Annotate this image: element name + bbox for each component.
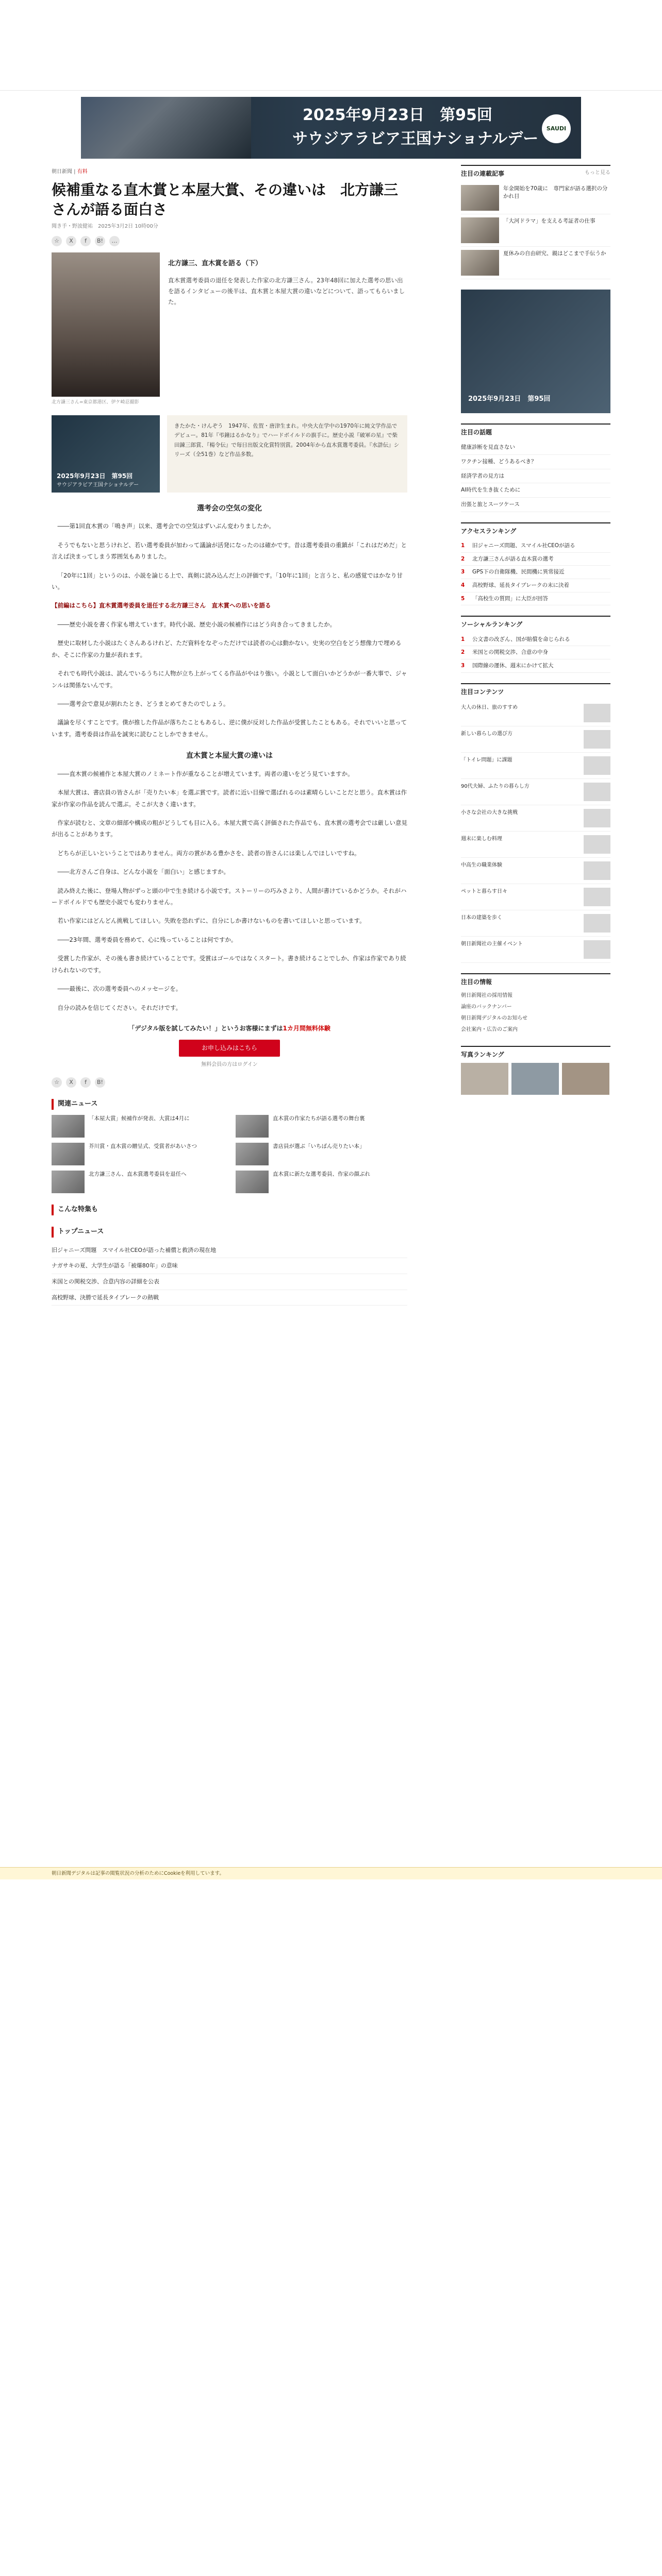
content-item[interactable]: 新しい暮らしの選び方 [461,726,610,753]
paragraph: 自分の読みを信じてください。それだけです。 [57,1004,182,1011]
content-item[interactable]: 90代夫婦、ふたりの暮らし方 [461,779,610,805]
rank-item[interactable]: 2 北方謙三さんが語る直木賞の選考 [461,553,610,566]
social-item[interactable]: 1 公文書の改ざん、国が賠償を命じられる [461,633,610,647]
page-title: 候補重なる直木賞と本屋大賞、その違いは 北方謙三さんが語る面白さ [52,181,399,218]
related-item[interactable]: 芥川賞・直木賞の贈呈式、受賞者があいさつ [52,1143,223,1165]
related-item[interactable]: 書店員が選ぶ「いちばん売りたい本」 [236,1143,407,1165]
banner-logo: SAUDI [542,114,571,143]
photo-thumbnail[interactable] [562,1063,609,1095]
paragraph: 受賞した作家が、その後も書き続けていることです。受賞はゴールではなくスタート。書き続けることでしか、作家は作家であり続けられないのです。 [52,955,406,974]
article-summary: 直木賞選考委員の退任を発表した作家の北方謙三さん。23年48回に加えた選考の思い出を語るインタビューの後半は、直木賞と本屋大賞の違いなどについて、語ってもらいました。 [168,277,405,306]
author-photo[interactable] [52,252,160,397]
paragraph: ――歴史小説を書く作家も増えています。時代小説、歴史小説の候補作にはどう向き合ってきましたか。 [57,620,336,628]
crumb-section[interactable]: 朝日新聞 [52,169,72,175]
social-heading: ソーシャルランキング [461,621,523,629]
paragraph: 若い作家にはどんどん挑戦してほしい。失敗を恐れずに、自分にしか書けないものを書いてほしいと思っています。 [57,917,366,925]
content-heading: 注目コンテンツ [461,688,504,696]
banner-subtitle: サウジアラビア王国ナショナルデー [292,130,539,148]
paragraph: 読み終えた後に、登場人物がずっと頭の中で生き続ける小説です。ストーリーの巧みさより、人間が書けているかどうか。それがハードボイルドでも歴史小説でも変わりません。 [52,887,407,906]
paragraph: ――直木賞の候補作と本屋大賞のノミネート作が重なることが増えています。両者の違いをどう見ていますか。 [57,770,354,777]
article-body [52,503,407,1013]
cookie-notice[interactable]: 朝日新聞デジタルは記事の閲覧状況の分析のためにCookieを利用しています。 [0,1867,662,1879]
banner-photo [81,97,251,159]
topic-heading: 注目の話題 [461,429,492,436]
serial-box [461,165,610,279]
paragraph: ――北方さんご自身は、どんな小説を「面白い」と感じますか。 [57,868,229,876]
thumbnail [52,1143,85,1165]
related-item[interactable]: 「本屋大賞」候補作が発表、大賞は4月に [52,1115,223,1138]
subscribe-box [52,1024,407,1069]
photo-rank-box [461,1046,610,1095]
share-facebook-icon[interactable]: f [80,236,91,246]
thumbnail [584,940,610,959]
content-item[interactable]: 週末に楽しむ料理 [461,832,610,858]
paragraph: 議論を尽くすことです。僕が推した作品が落ちたこともあるし、逆に僕が反対した作品が受賞したこともある。それでいいと思っています。選考委員は作品を誠実に読むことしかできません。 [52,719,407,738]
author-profile: きたかた・けんぞう 1947年、佐賀・唐津生まれ。中央大在学中の1970年に純文学作品でデビュー。81年『弔鐘はるかなり』でハードボイルドの旗手に。歴史小説『破軍の星』で柴田錬三郎賞、『楊令伝』で毎日出版文化賞特別賞。2004年から直木賞選考委員。『水滸伝』シリーズ（全51巻）など作品多数。 [167,415,407,493]
article-main [52,165,407,1306]
photo-thumbnail[interactable] [461,1063,508,1095]
top-ad-banner[interactable] [81,97,581,159]
thumbnail [584,861,610,880]
share-hatena-icon[interactable]: B! [95,236,105,246]
paragraph: ――最後に、次の選考委員へのメッセージを。 [57,985,182,993]
topnews-item[interactable]: 高校野球、決勝で延長タイブレークの熱戦 [52,1290,407,1306]
company-link[interactable]: 論座のバックナンバー [461,1004,512,1010]
topnews-item[interactable]: 米国との関税交渉、合意内容の詳細を公表 [52,1274,407,1290]
side-ad[interactable]: 2025年9月23日 第95回 [461,290,610,413]
thumbnail [584,914,610,933]
related-item[interactable]: 直木賞に新たな選考委員、作家の顔ぶれ [236,1171,407,1193]
social-box [461,616,610,672]
company-box [461,973,610,1036]
inline-ad[interactable] [52,415,160,493]
rank-item[interactable]: 1 旧ジャニーズ問題、スマイル社CEOが語る [461,539,610,553]
crumb-tag: 有料 [77,169,88,175]
photo-thumbnail[interactable] [511,1063,559,1095]
inline-ad-title: 2025年9月23日 第95回 [57,472,133,480]
photo-caption: 北方謙三さん=東京都港区、伊ケ崎忍撮影 [52,399,139,405]
paragraph: 作家が読むと、文章の細部や構成の粗がどうしても目に入る。本屋大賞で高く評価された作品でも、直木賞の選考会では厳しい意見が出ることがあります。 [52,819,407,838]
paragraph: どちらが正しいということではありません。両方の賞がある豊かさを、読者の皆さんには楽しんでほしいですね。 [57,849,360,857]
topic-item[interactable]: 出張と旅とスーツケース [461,498,610,512]
content-item[interactable]: 小さな会社の大きな挑戦 [461,805,610,832]
content-item[interactable]: 日本の建築を歩く [461,910,610,937]
more-link[interactable]: もっと見る [585,170,610,176]
content-item[interactable]: ペットと暮らす日々 [461,884,610,910]
photo-rank-heading: 写真ランキング [461,1051,504,1059]
series-title: 北方謙三、直木賞を語る（下） [168,259,262,267]
thumbnail [584,888,610,906]
company-link[interactable]: 朝日新聞社の採用情報 [461,993,512,999]
content-item[interactable]: 中高生の職業体験 [461,858,610,884]
rank-item[interactable]: 4 高校野球、延長タイブレークの末に決着 [461,579,610,592]
company-link[interactable]: 会社案内・広告のご案内 [461,1027,518,1033]
paragraph: ――第1回直木賞の「鳴き声」以来、選考会での空気はずいぶん変わりましたか。 [57,522,275,530]
thumbnail [584,809,610,827]
inline-ad-sub: サウジアラビア王国ナショナルデー [57,482,139,488]
share-x-icon[interactable]: X [66,236,76,246]
paragraph: それでも時代小説は、読んでいるうちに人物が立ち上がってくる作品がやはり強い。小説として面白いかどうかが一番大事で、ジャンルは関係ないんです。 [52,670,407,689]
topnews-list [52,1243,407,1306]
thumbnail [584,783,610,801]
related-heading: 関連ニュース [52,1099,407,1110]
company-link[interactable]: 朝日新聞デジタルのお知らせ [461,1015,528,1022]
social-item[interactable]: 3 国際線の運休、週末にかけて拡大 [461,659,610,673]
topic-item[interactable]: 経済学者の見方は [461,469,610,484]
side-news-item[interactable]: 年金開始を70歳に 専門家が語る選択の分かれ目 [461,182,610,214]
related-item[interactable]: 北方謙三さん、直木賞選考委員を退任へ [52,1171,223,1193]
topic-box [461,423,610,512]
rank-item[interactable]: 5 「高校生の質問」に大臣が回答 [461,592,610,606]
breadcrumb[interactable]: 朝日新聞 | 有料 [52,169,88,175]
paragraph: ――選考会で意見が割れたとき、どうまとめてきたのでしょう。 [57,700,229,708]
top-header [0,0,662,91]
section-heading-2: 直木賞と本屋大賞の違いは [186,752,273,760]
content-item[interactable]: 朝日新聞社の主催イベント [461,937,610,963]
thumbnail [584,756,610,775]
thumbnail [584,835,610,854]
thumbnail [236,1115,269,1138]
thumbnail [52,1115,85,1138]
topnews-item[interactable]: ナガサキの夏、大学生が語る「被爆80年」の意味 [52,1258,407,1274]
paragraph: 「20年に1回」というのは、小説を論じる上で、真剣に読み込んだ上の評価です。「10年に1回」と言うと、私の感覚ではかなり甘い。 [52,571,403,591]
bookmark-icon[interactable]: ☆ [52,236,62,246]
thumbnail [236,1143,269,1165]
paragraph: 歴史に取材した小説はたくさんあるけれど、ただ資料をなぞっただけでは読者の心は動かない。史実の空白をどう想像力で埋めるか、そこに作家の力量が表れます。 [52,639,402,658]
more-share-icon[interactable]: … [109,236,120,246]
content-item[interactable]: 大人の休日、旅のすすめ [461,700,610,726]
section-heading-1: 選考会の空気の変化 [197,504,262,513]
share-hatena-icon[interactable]: B! [95,1077,105,1088]
thumbnail [461,185,499,211]
serial-heading: 注目の連載記事 [461,170,505,177]
side-news-item[interactable]: 夏休みの自由研究、親はどこまで手伝うか [461,247,610,279]
content-item[interactable]: 「トイレ問題」に課題 [461,753,610,779]
topnews-heading: トップニュース [52,1227,407,1238]
thumbnail [52,1171,85,1193]
side-news-item[interactable]: 「大河ドラマ」を支える考証者の仕事 [461,214,610,247]
subscribe-question: 「デジタル版を試してみたい！」というお客様にまずは1カ月間無料体験 [128,1025,330,1032]
topnews-item[interactable]: 旧ジャニーズ問題 スマイル社CEOが語った補償と救済の現在地 [52,1243,407,1259]
paragraph: そうでもないと思うけれど、若い選考委員が加わって議論が活発になったのは確かです。昔は選考委員の重鎮が「これはだめだ」と言えば決まってしまう雰囲気もありました。 [52,541,407,561]
share-x-icon[interactable]: X [66,1077,76,1088]
share-facebook-icon[interactable]: f [80,1077,91,1088]
subscribe-button[interactable]: お申し込みはこちら [179,1040,280,1057]
topic-item[interactable]: AI時代を生き抜くために [461,483,610,498]
content-box [461,683,610,963]
thumbnail [584,730,610,749]
related-lead-link[interactable]: 【前編はこちら】直木賞選考委員を退任する北方謙三さん 直木賞への思いを語る [52,602,271,609]
thumbnail [461,250,499,276]
rank-item[interactable]: 3 GPS下の自衛隊機、民間機に異常接近 [461,566,610,579]
rank-heading: アクセスランキング [461,527,517,535]
thumbnail [461,217,499,243]
related-item[interactable]: 直木賞の作家たちが語る選考の舞台裏 [236,1115,407,1138]
paragraph: ――23年間、選考委員を務めて、心に残っていることは何ですか。 [57,936,237,943]
byline: 聞き手・野波健祐 2025年3月2日 10時00分 [52,223,158,229]
share-bar [52,236,407,246]
banner-date: 2025年9月23日 第95回 [303,106,492,124]
bottom-share-bar [52,1077,407,1088]
bookmark-icon[interactable]: ☆ [52,1077,62,1088]
topic-item[interactable]: ワクチン接種、どうあるべき？ [461,455,610,469]
login-link[interactable]: 無料会員の方はログイン [201,1062,258,1068]
topic-item[interactable]: 健康診断を見直さない [461,440,610,455]
thumbnail [236,1171,269,1193]
social-item[interactable]: 2 米国との関税交渉、合意の中身 [461,646,610,659]
company-heading: 注目の情報 [461,978,492,986]
thumbnail [584,704,610,722]
sidebar [461,165,610,1306]
rank-box [461,522,610,606]
featured-heading: こんな特集も [52,1205,407,1215]
paragraph: 本屋大賞は、書店員の皆さんが「売りたい本」を選ぶ賞です。読者に近い目線で選ばれるのは素晴らしいことだと思う。直木賞は作家が作家の作品を読んで選ぶ。そこが大きく違います。 [52,789,407,808]
related-list [52,1115,407,1193]
